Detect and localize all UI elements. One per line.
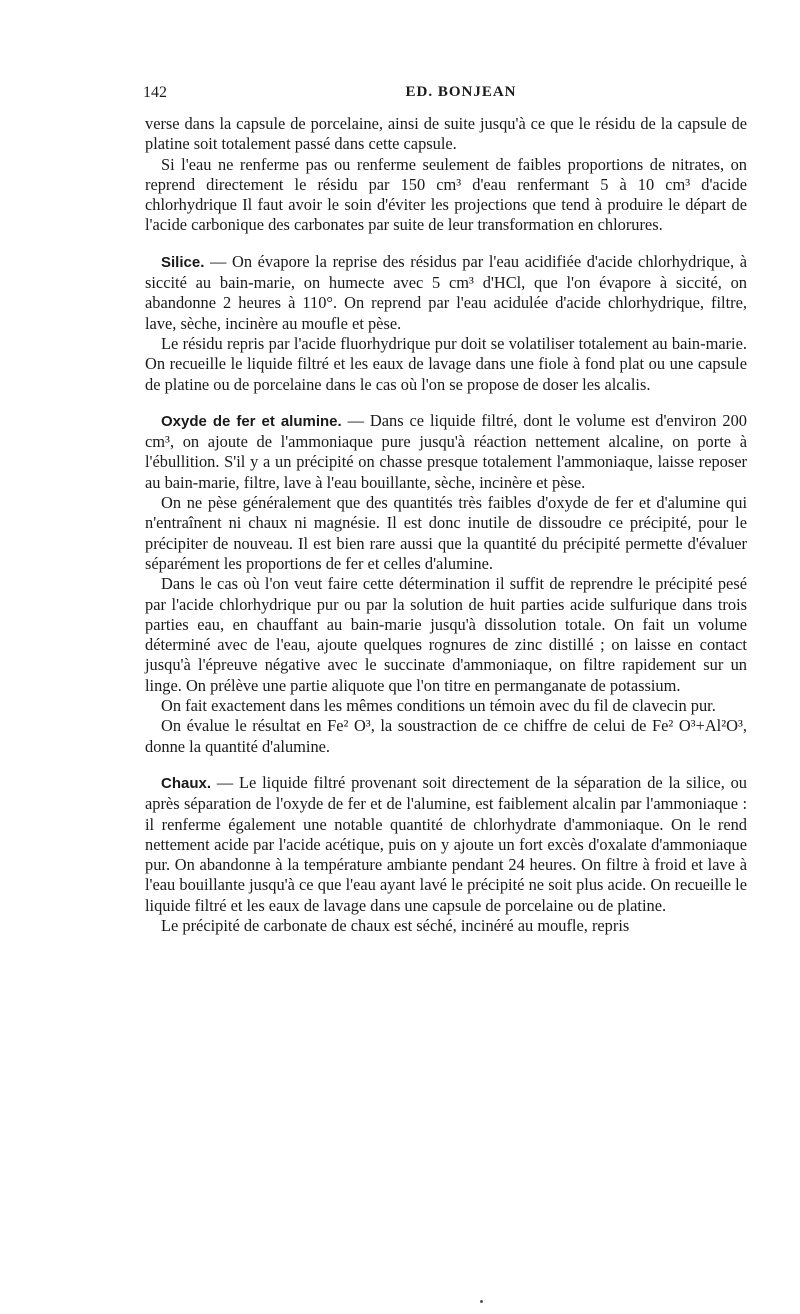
- page: [145, 84, 747, 936]
- paragraph: [145, 114, 747, 155]
- paragraph: [145, 916, 747, 936]
- section-chaux: [145, 773, 747, 916]
- paragraph: [145, 696, 747, 716]
- paragraph-text: On fait exactement dans les mêmes conditions un témoin avec du fil de clavecin pur.: [161, 696, 716, 716]
- paragraph-text: Le précipité de carbonate de chaux est séché, incinéré au moufle, repris: [161, 915, 630, 935]
- paragraph-text: — Le liquide filtré provenant soit directement de la séparation de la silice, ou après séparation de l'oxyde de fer et de l'alumine, est faiblement alcalin par l'ammoniaque : il renferme également une notable quantité de chlorhydrate d'ammoniaque. On le rend nettement acide par l'acide acétique, puis on y ajoute un fort excès d'oxalate d'ammoniaque pur. On abandonne à la température ambiante pendant 24 heures. On filtre à froid et lave à l'eau bouillante jusqu'à ce que l'eau ayant lavé le précipité ne soit plus acide. On recueille le liquide filtré et les eaux de lavage dans une capsule de porcelaine ou de platine.: [145, 772, 747, 915]
- page-number: 142: [143, 84, 167, 101]
- running-head: [145, 84, 747, 114]
- section-heading: Oxyde de fer et alumine.: [161, 412, 342, 430]
- running-title: ED. BONJEAN: [405, 84, 517, 100]
- paragraph: [145, 716, 747, 757]
- paragraph-text: verse dans la capsule de porcelaine, ainsi de suite jusqu'à ce que le résidu de la capsule de platine soit totalement passé dans cette capsule.: [145, 114, 747, 154]
- paragraph: [145, 155, 747, 236]
- paragraph: [145, 493, 747, 574]
- section-oxyde-fer-alumine: [145, 411, 747, 493]
- section-silice: [145, 252, 747, 334]
- paragraph: [145, 574, 747, 696]
- paragraph-text: On ne pèse généralement que des quantités très faibles d'oxyde de fer et d'alumine qui n'entraînent ni chaux ni magnésie. Il est donc inutile de dissoudre ce précipité, pour le précipiter de nouveau. Il est bien rare aussi que la quantité du précipité permette d'évaluer séparément les proportions de fer et celles d'alumine.: [145, 493, 747, 573]
- paragraph: [145, 334, 747, 395]
- paragraph-text: Si l'eau ne renferme pas ou renferme seulement de faibles proportions de nitrates, on reprend directement le résidu par 150 cm³ d'eau renfermant 5 à 10 cm³ d'acide chlorhydrique Il faut avoir le soin d'éviter les projections que tend à produire le départ de l'acide carbonique des carbonates par suite de leur transformation en chlorures.: [145, 154, 747, 235]
- paragraph-text: On évalue le résultat en Fe² O³, la soustraction de ce chiffre de celui de Fe² O³+Al²O³, donne la quantité d'alumine.: [145, 716, 747, 756]
- section-heading: Chaux.: [161, 774, 212, 792]
- paragraph-text: Le résidu repris par l'acide fluorhydrique pur doit se volatiliser totalement au bain-marie. On recueille le liquide filtré et les eaux de lavage dans une fiole à fond plat ou une capsule de platine ou de porcelaine dans le cas où l'on se propose de doser les alcalis.: [145, 333, 747, 394]
- paragraph-text: — On évapore la reprise des résidus par l'eau acidifiée d'acide chlorhydrique, à siccité au bain-marie, on humecte avec 5 cm³ d'HCl, que l'on évapore à siccité, on abandonne 2 heures à 110°. On reprend par l'eau acidulée d'acide chlorhydrique, filtre, lave, sèche, incinère au moufle et pèse.: [145, 251, 747, 333]
- paragraph-text: Dans le cas où l'on veut faire cette détermination il suffit de reprendre le précipité pesé par l'acide chlorhydrique pur ou par la solution de huit parties acide sulfurique dans trois parties eau, en chauffant au bain-marie jusqu'à dissolution totale. On fait un volume déterminé avec de l'eau, ajoute quelques rognures de zinc distillé ; on laisse en contact jusqu'à l'épreuve négative avec le succinate d'ammoniaque, on filtre rapidement sur un linge. On prélève une partie aliquote que l'on titre en permanganate de potassium.: [145, 574, 747, 695]
- footer-dot: [480, 1300, 483, 1303]
- body-text: [145, 114, 747, 936]
- paragraph-text: — Dans ce liquide filtré, dont le volume est d'environ 200 cm³, on ajoute de l'ammoniaque pure jusqu'à réaction nettement alcaline, on porte à l'ébullition. S'il y a un précipité on chasse presque totalement l'ammoniaque, laisse reposer au bain-marie, filtre, lave à l'eau bouillante, sèche, incinère et pèse.: [145, 410, 747, 492]
- section-heading: Silice.: [161, 253, 205, 271]
